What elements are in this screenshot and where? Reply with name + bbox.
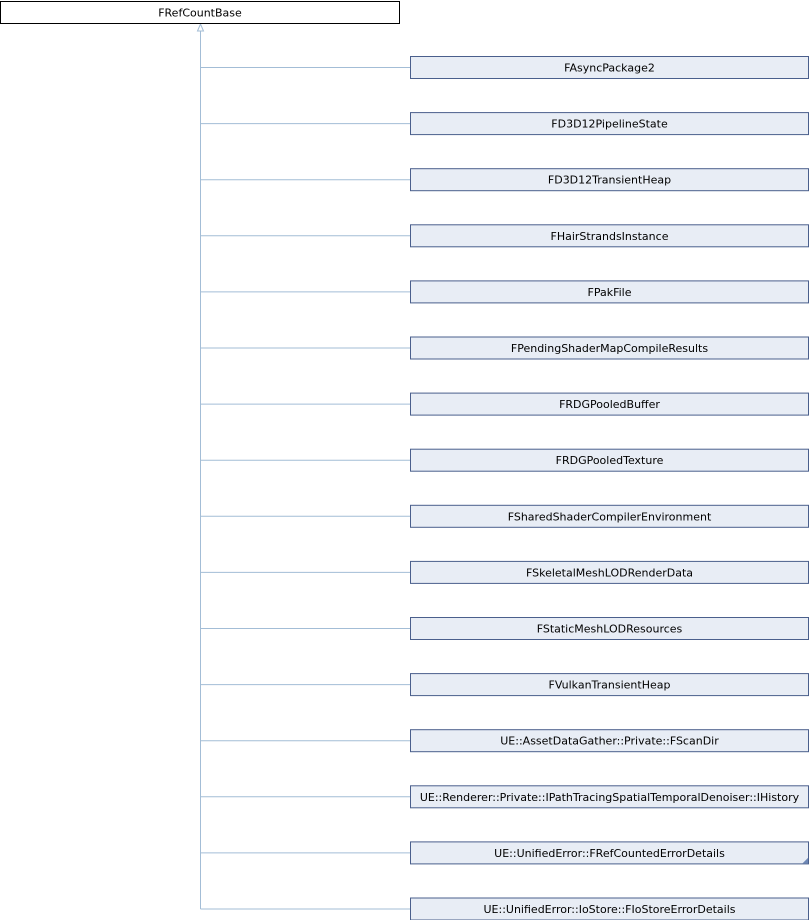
derived-class-label: FAsyncPackage2 (564, 61, 655, 75)
derived-class-node[interactable] (411, 281, 809, 303)
derived-class-label: FSharedShaderCompilerEnvironment (507, 510, 712, 524)
derived-class-label: UE::UnifiedError::IoStore::FIoStoreErrorDetails (483, 903, 736, 916)
derived-class-label: FStaticMeshLODResources (536, 622, 683, 636)
base-class-node[interactable] (1, 2, 400, 24)
inheritance-arrowhead (198, 24, 204, 31)
derived-class-node[interactable] (411, 674, 809, 696)
derived-class-label: UE::Renderer::Private::IPathTracingSpatialTemporalDenoiser::IHistory (419, 790, 800, 804)
derived-class-list (411, 57, 809, 920)
derived-class-label: FPakFile (587, 285, 632, 299)
derived-class-node[interactable] (411, 730, 809, 752)
base-class-label: FRefCountBase (158, 6, 242, 20)
derived-class-label: FSkeletalMeshLODRenderData (525, 566, 694, 580)
derived-class-label: FRDGPooledBuffer (559, 398, 660, 412)
derived-class-node[interactable] (411, 225, 809, 247)
derived-class-label: FVulkanTransientHeap (548, 678, 671, 692)
derived-class-node[interactable] (411, 786, 809, 808)
derived-class-node[interactable] (411, 898, 809, 920)
derived-class-label: FPendingShaderMapCompileResults (510, 342, 709, 355)
derived-class-label: FHairStrandsInstance (550, 229, 669, 243)
derived-class-node[interactable] (411, 618, 809, 640)
derived-class-node[interactable] (411, 561, 809, 583)
derived-class-node[interactable] (411, 113, 809, 135)
derived-class-node[interactable] (411, 505, 809, 527)
derived-class-node[interactable] (411, 449, 809, 471)
derived-class-node[interactable] (411, 337, 809, 359)
derived-class-label: FD3D12TransientHeap (547, 173, 672, 187)
derived-class-label: FRDGPooledTexture (555, 454, 664, 468)
derived-class-node[interactable] (411, 57, 809, 79)
derived-class-node[interactable] (411, 393, 809, 415)
derived-class-label: UE::AssetDataGather::Private::FScanDir (500, 734, 719, 748)
derived-class-node[interactable] (411, 169, 809, 191)
derived-class-label: FD3D12PipelineState (551, 117, 668, 131)
derived-class-label: UE::UnifiedError::FRefCountedErrorDetails (494, 846, 725, 860)
inheritance-edges (198, 24, 411, 909)
derived-class-node[interactable] (411, 842, 809, 864)
